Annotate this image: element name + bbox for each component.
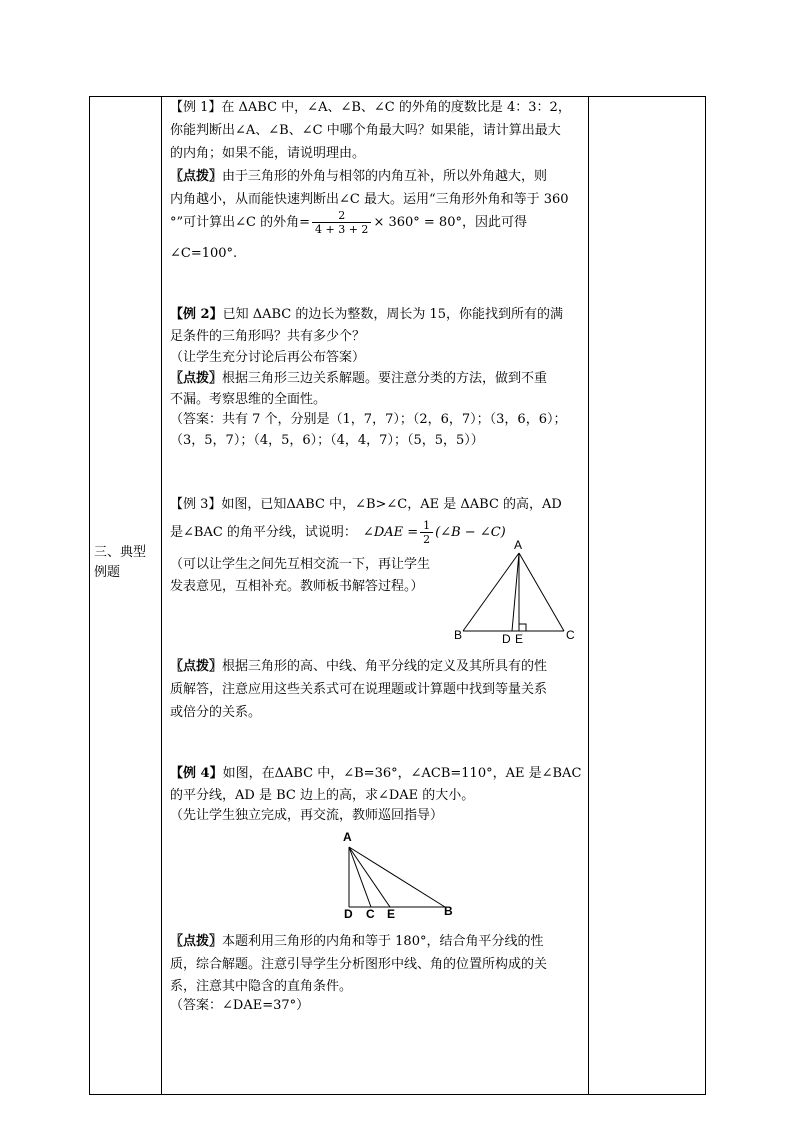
triangle-figure-ex3 — [450, 537, 580, 647]
example-tag: 【例 4】 — [170, 766, 223, 781]
column-divider — [161, 97, 162, 1094]
side-ac — [519, 553, 564, 631]
ex2-line: 足条件的三角形吗？共有多少个？ — [170, 329, 366, 344]
formula-text: × 360° = 80°，因此可得 — [373, 215, 527, 230]
section-label — [94, 543, 160, 583]
hint-tag: 〖点拨〗 — [170, 659, 223, 674]
fraction-numerator: 2 — [312, 209, 371, 223]
fraction-denominator: 4 + 3 + 2 — [315, 223, 369, 236]
ex4-line — [170, 764, 590, 784]
ex1-formula-line — [170, 209, 590, 236]
hint-text: 本题利用三角形的内角和等于 180°，结合角平分线的性 — [222, 934, 544, 949]
ex3-line: 【例 3】如图，已知ΔABC 中，∠B>∠C，AE 是 ΔABC 的高，AD — [170, 497, 562, 512]
formula-text: (∠B − ∠C) — [435, 525, 506, 540]
ex3-hint-line — [170, 657, 590, 677]
label-e: E — [515, 632, 524, 646]
hint-text: 根据三角形三边关系解题。要注意分类的方法，做到不重 — [222, 371, 548, 386]
hint-text: 根据三角形的高、中线、角平分线的定义及其所具有的性 — [222, 659, 548, 674]
side-ac — [349, 847, 371, 907]
ex1-hint-line: ∠C=100°. — [170, 246, 238, 261]
bisector-ae — [349, 847, 390, 907]
right-angle-mark — [519, 624, 526, 631]
triangle-figure-ex4 — [335, 829, 460, 919]
ex4-hint-line — [170, 932, 590, 952]
ex3-line: 发表意见，互相补充。教师板书解答过程。） — [170, 579, 424, 594]
hint-tag: 〖点拨〗 — [170, 934, 223, 949]
ex1-line: 【例 1】在 ΔABC 中，∠A、∠B、∠C 的外角的度数比是 4：3：2， — [170, 100, 571, 115]
ex1-line: 的内角；如果不能，请说明理由。 — [170, 146, 366, 161]
label-b: B — [454, 628, 463, 642]
bisector-ad — [512, 553, 519, 631]
section-label-line: 三、典型 — [94, 545, 147, 560]
label-a: A — [343, 830, 352, 844]
ex2-line — [170, 305, 590, 325]
example-text: 如图，在ΔABC 中，∠B=36°，∠ACB=110°，AE 是∠BAC — [222, 766, 582, 781]
hint-tag: 〖点拨〗 — [170, 169, 223, 184]
ex3-hint-line: 或倍分的关系。 — [170, 705, 262, 720]
formula-text: °”可计算出∠C 的外角= — [170, 215, 311, 230]
fraction-denominator: 2 — [423, 533, 431, 546]
fraction — [420, 519, 433, 546]
example-tag: 【例 2】 — [170, 307, 223, 322]
formula-text: ∠DAE = — [362, 525, 419, 540]
label-d: D — [502, 632, 511, 646]
ex3-hint-line: 质解答，注意应用这些关系式可在说理题或计算题中找到等量关系 — [170, 682, 548, 697]
label-d: D — [344, 907, 353, 919]
ex1-line: 你能判断出∠A、∠B、∠C 中哪个角最大吗？如果能，请计算出最大 — [170, 123, 561, 138]
ex2-hint-line — [170, 369, 590, 389]
section-label-line: 例题 — [94, 565, 121, 580]
side-ab — [349, 847, 445, 907]
example-text: 已知 ΔABC 的边长为整数，周长为 15，你能找到所有的满 — [222, 307, 564, 322]
ex4-answer-line: （答案：∠DAE=37°） — [170, 998, 310, 1013]
ex2-answer-line: （3，5，7）；（4，5，6）；（4，4，7）；（5，5，5）） — [170, 433, 484, 448]
lesson-table — [89, 96, 706, 1095]
ex2-line: （让学生充分讨论后再公布答案） — [170, 350, 366, 365]
fraction-numerator: 1 — [420, 519, 433, 533]
ex4-hint-line: 质，综合解题。注意引导学生分析图形中线、角的位置所构成的关 — [170, 957, 548, 972]
label-e: E — [387, 907, 396, 919]
ex2-answer-line: （答案：共有 7 个，分别是（1，7，7）；（2，6，7）；（3，6，6）； — [170, 412, 567, 427]
ex4-line: 的平分线，AD 是 BC 边上的高，求∠DAE 的大小。 — [170, 788, 475, 803]
ex3-line: （可以让学生之间先互相交流一下，再让学生 — [170, 557, 431, 572]
hint-text: 由于三角形的外角与相邻的内角互补，所以外角越大，则 — [222, 169, 548, 184]
ex1-hint-line: 内角越小，从而能快速判断出∠C 最大。运用“三角形外角和等于 360 — [170, 192, 569, 207]
ex4-hint-line: 系，注意其中隐含的直角条件。 — [170, 979, 353, 994]
fraction — [312, 209, 371, 236]
example-text: 是∠BAC 的角平分线，试说明： — [170, 525, 357, 540]
ex2-hint-line: 不漏。考察思维的全面性。 — [170, 392, 327, 407]
label-c: C — [366, 907, 375, 919]
ex4-line: （先让学生独立完成，再交流，教师巡回指导） — [170, 808, 444, 823]
ex1-hint-line — [170, 167, 590, 187]
side-ab — [463, 553, 519, 631]
label-b: B — [444, 904, 453, 918]
label-a: A — [514, 538, 523, 552]
label-c: C — [566, 628, 575, 642]
hint-tag: 〖点拨〗 — [170, 371, 223, 386]
